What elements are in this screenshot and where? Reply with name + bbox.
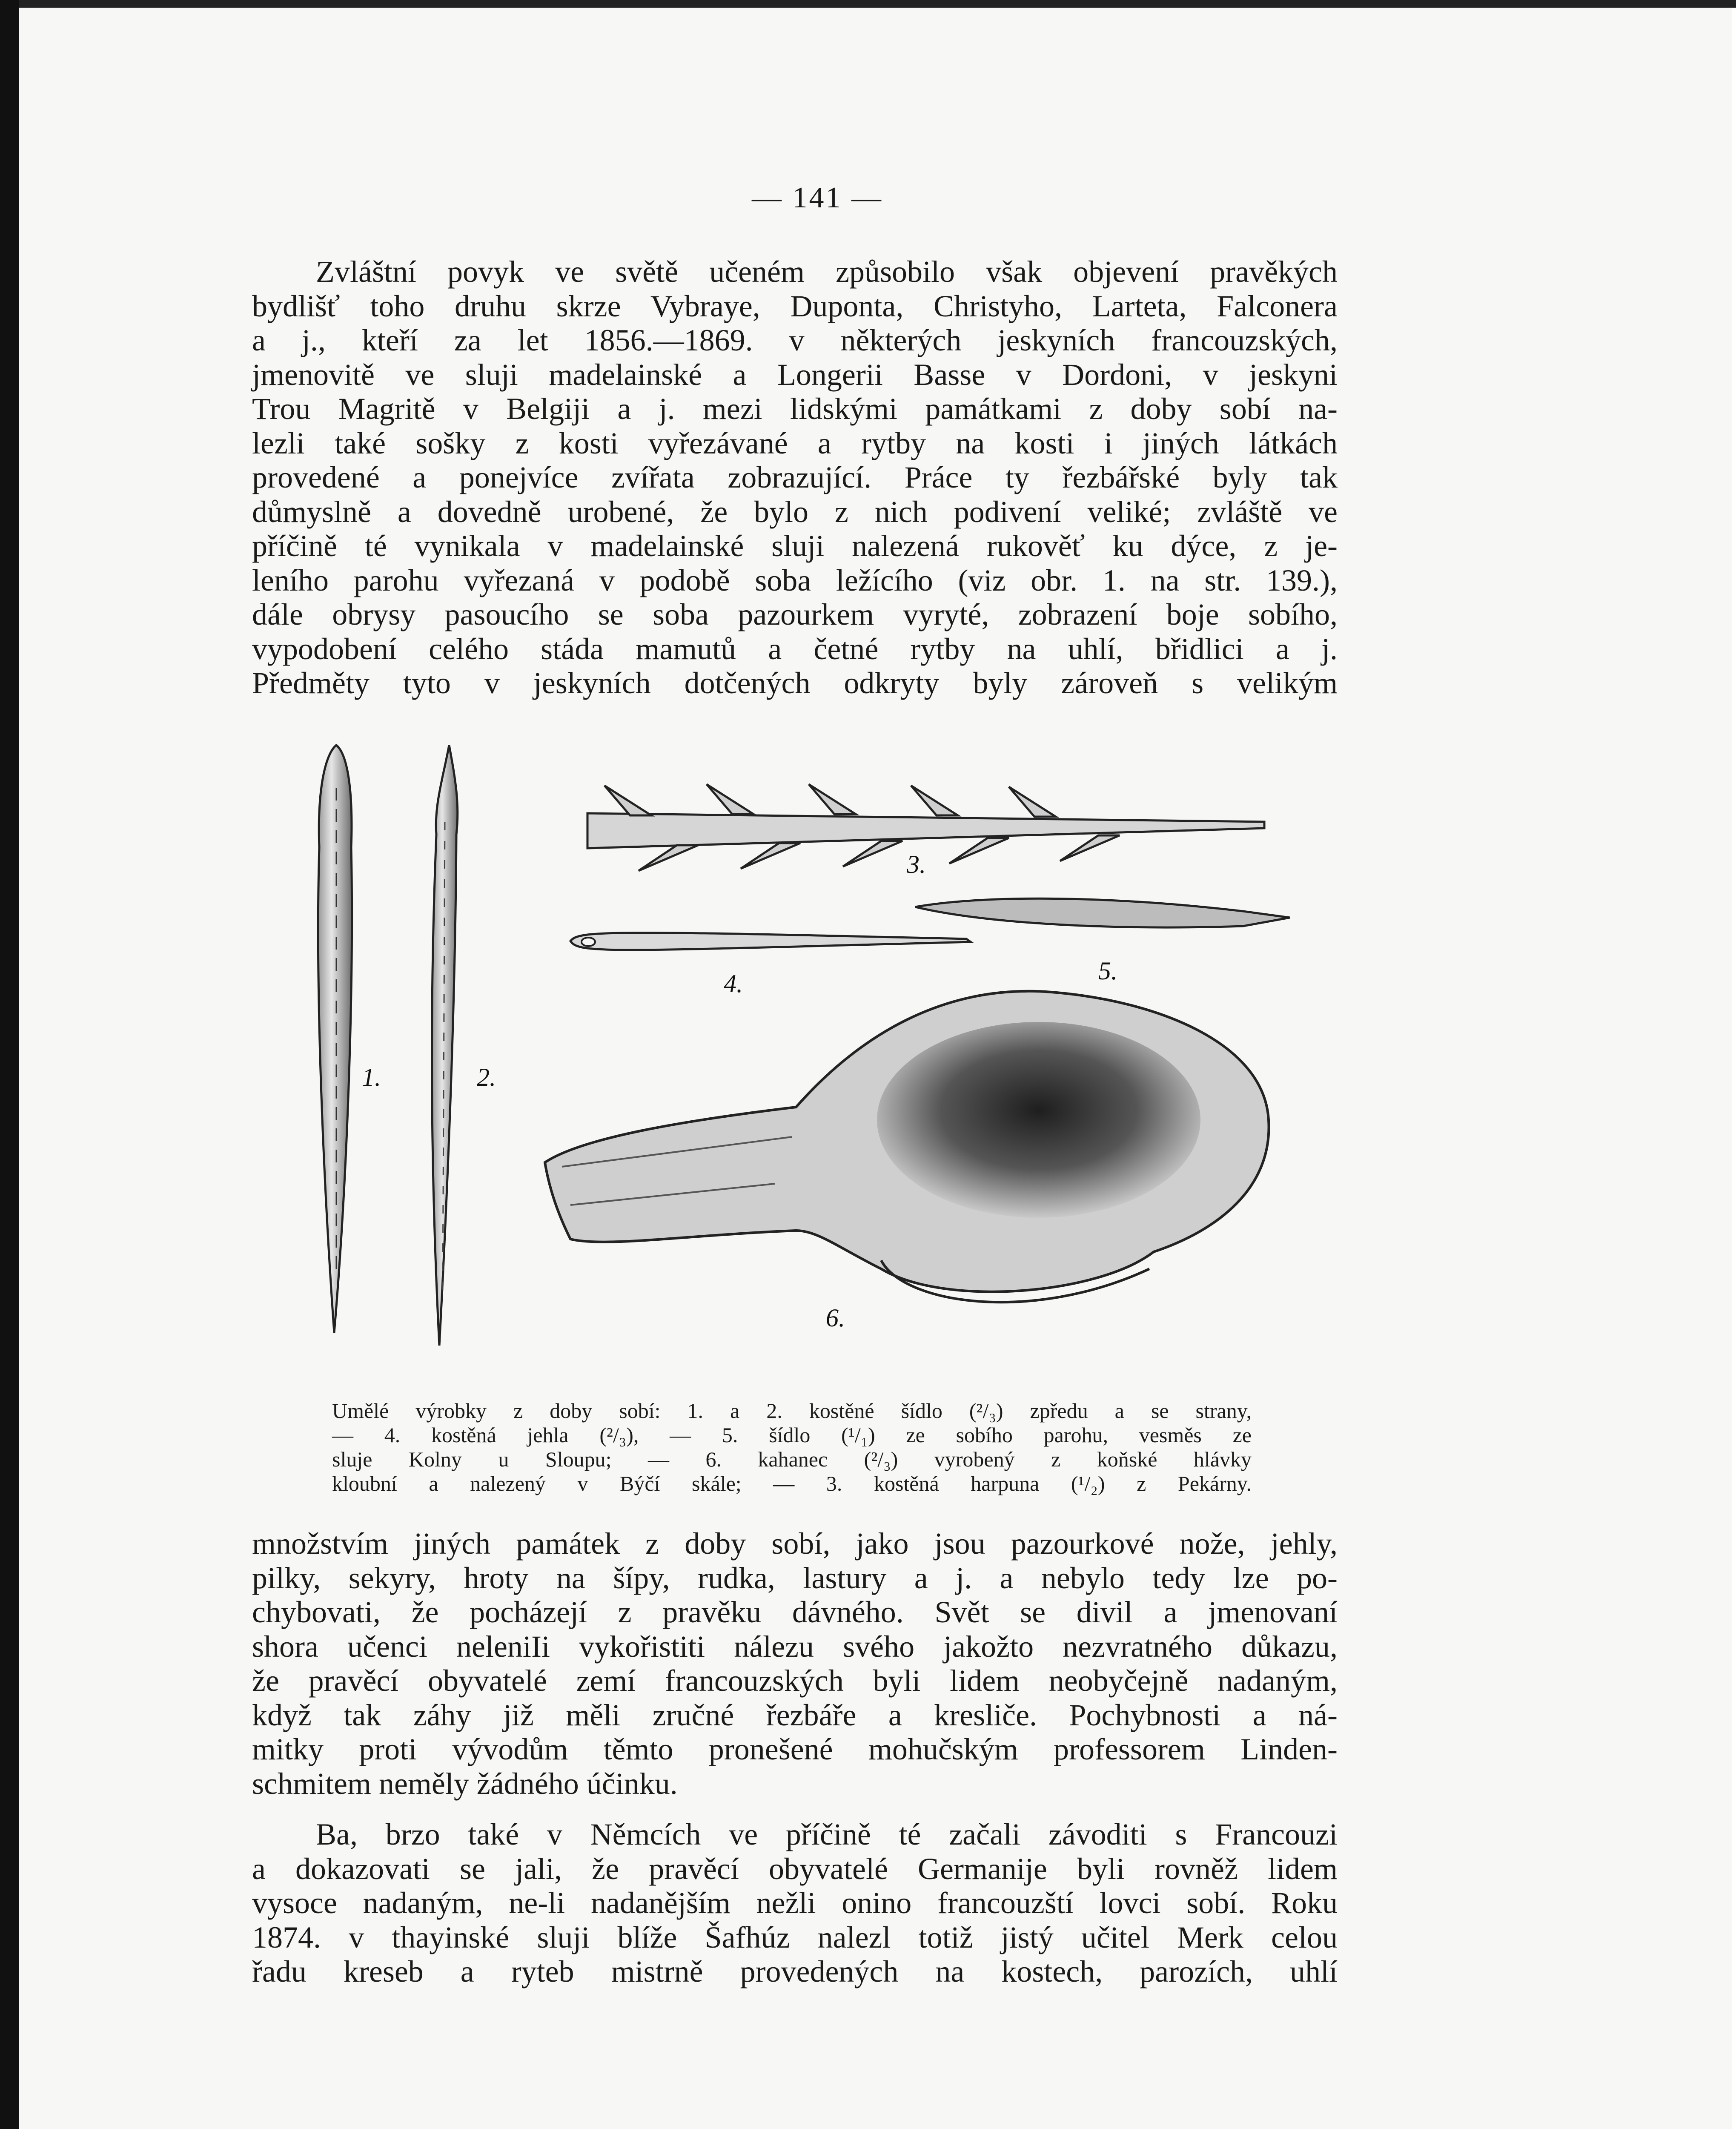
harpoon-drawing — [587, 784, 1264, 871]
figure-label-1: 1. — [362, 1063, 381, 1091]
text-line: když tak záhy již měli zručné řezbáře a kresliče. Pochybnosti a ná- — [252, 1698, 1338, 1732]
text-line: Ba, brzo také v Němcích ve příčině té začali závoditi s Francouzi — [316, 1817, 1338, 1851]
awl-front-view — [318, 745, 352, 1333]
figure-label-5: 5. — [1098, 957, 1117, 985]
caption-line: Umělé výrobky z doby sobí: 1. a 2. kostěné šídlo (²/₃) zpředu a se strany, — [332, 1399, 1252, 1423]
paragraph-2 — [252, 1526, 1338, 1801]
text-line: chybovati, že pocházejí z pravěku dávného. Svět se divil a jmenovaní — [252, 1595, 1338, 1629]
figure-caption — [332, 1399, 1252, 1496]
text-line: Zvláštní povyk ve světě učeném způsobilo však objevení pravěkých — [316, 255, 1338, 289]
needle-drawing — [570, 933, 971, 950]
figure-label-4: 4. — [724, 970, 743, 998]
text-line: 1874. v thayinské sluji blíže Šafhúz nalezl totiž jistý učitel Merk celou — [252, 1920, 1338, 1954]
caption-line: kloubní a nalezený v Býčí skále; — 3. kostěná harpuna (¹/₂) z Pekárny. — [332, 1472, 1252, 1495]
text-line: provedené a ponejvíce zvířata zobrazující. Práce ty řezbářské byly tak — [252, 460, 1338, 494]
text-line: dále obrysy pasoucího se soba pazourkem vyryté, zobrazení boje sobího, — [252, 597, 1338, 631]
caption-line: — 4. kostěná jehla (²/₃), — 5. šídlo (¹/₁) ze sobího parohu, vesměs ze — [332, 1423, 1252, 1447]
paragraph-1 — [252, 255, 1338, 700]
text-line: leního parohu vyřezaná v podobě soba ležícího (viz obr. 1. na str. 139.), — [252, 563, 1338, 597]
text-line: lezli také sošky z kosti vyřezávané a rytby na kosti i jiných látkách — [252, 426, 1338, 460]
page-number: — 141 — — [752, 181, 883, 214]
antler-awl-drawing — [915, 898, 1290, 927]
text-line: řadu kreseb a ryteb mistrně provedených na kostech, parozích, uhlí — [252, 1954, 1338, 1988]
paragraph-3 — [252, 1817, 1338, 1989]
text-line: Předměty tyto v jeskyních dotčených odkryty byly zároveň s velikým — [252, 666, 1338, 700]
text-line: množstvím jiných památek z doby sobí, jako jsou pazourkové nože, jehly, — [252, 1526, 1338, 1561]
text-line: pilky, sekyry, hroty na šípy, rudka, lastury a j. a nebylo tedy lze po- — [252, 1561, 1338, 1595]
artifact-drawing — [307, 737, 1298, 1392]
text-line: shora učenci neleniIi vykořistiti nálezu svého jakožto nezvratného důkazu, — [252, 1629, 1338, 1664]
text-line: mitky proti vývodům těmto pronešené mohučským professorem Linden- — [252, 1732, 1338, 1766]
text-line: příčině té vynikala v madelainské sluji nalezená rukověť ku dýce, z je- — [252, 529, 1338, 563]
text-line: důmyslně a dovedně urobené, že bylo z nich podivení veliké; zvláště ve — [252, 494, 1338, 529]
text-line: vysoce nadaným, ne-li nadanějším nežli onino francouzští lovci sobí. Roku — [252, 1886, 1338, 1920]
figure-label-3: 3. — [907, 850, 926, 878]
figure-label-6: 6. — [826, 1304, 845, 1332]
scan-edge-top — [0, 0, 1736, 8]
text-line: a dokazovati se jali, že pravěcí obyvatelé Germanije byli rovněž lidem — [252, 1851, 1338, 1886]
caption-line: sluje Kolny u Sloupu; — 6. kahanec (²/₃) vyrobený z koňské hlávky — [332, 1447, 1252, 1471]
scan-edge-left — [0, 0, 19, 2129]
artifact-illustration — [307, 737, 1298, 1392]
text-line: že pravěcí obyvatelé zemí francouzských byli lidem neobyčejně nadaným, — [252, 1664, 1338, 1698]
text-line: a j., kteří za let 1856.—1869. v některých jeskyních francouzských, — [252, 323, 1338, 357]
text-line: vypodobení celého stáda mamutů a četné rytby na uhlí, břidlici a j. — [252, 631, 1338, 666]
text-line: Trou Magritě v Belgiji a j. mezi lidskými památkami z doby sobí na- — [252, 392, 1338, 426]
awl-side-view — [432, 745, 458, 1346]
figure-label-2: 2. — [477, 1063, 496, 1091]
text-line: bydlišť toho druhu skrze Vybraye, Duponta, Christyho, Larteta, Falconera — [252, 289, 1338, 323]
text-line: jmenovitě ve sluji madelainské a Longerii Basse v Dordoni, v jeskyni — [252, 357, 1338, 392]
lamp-drawing — [545, 991, 1269, 1302]
text-line: schmitem neměly žádného účinku. — [252, 1766, 678, 1801]
